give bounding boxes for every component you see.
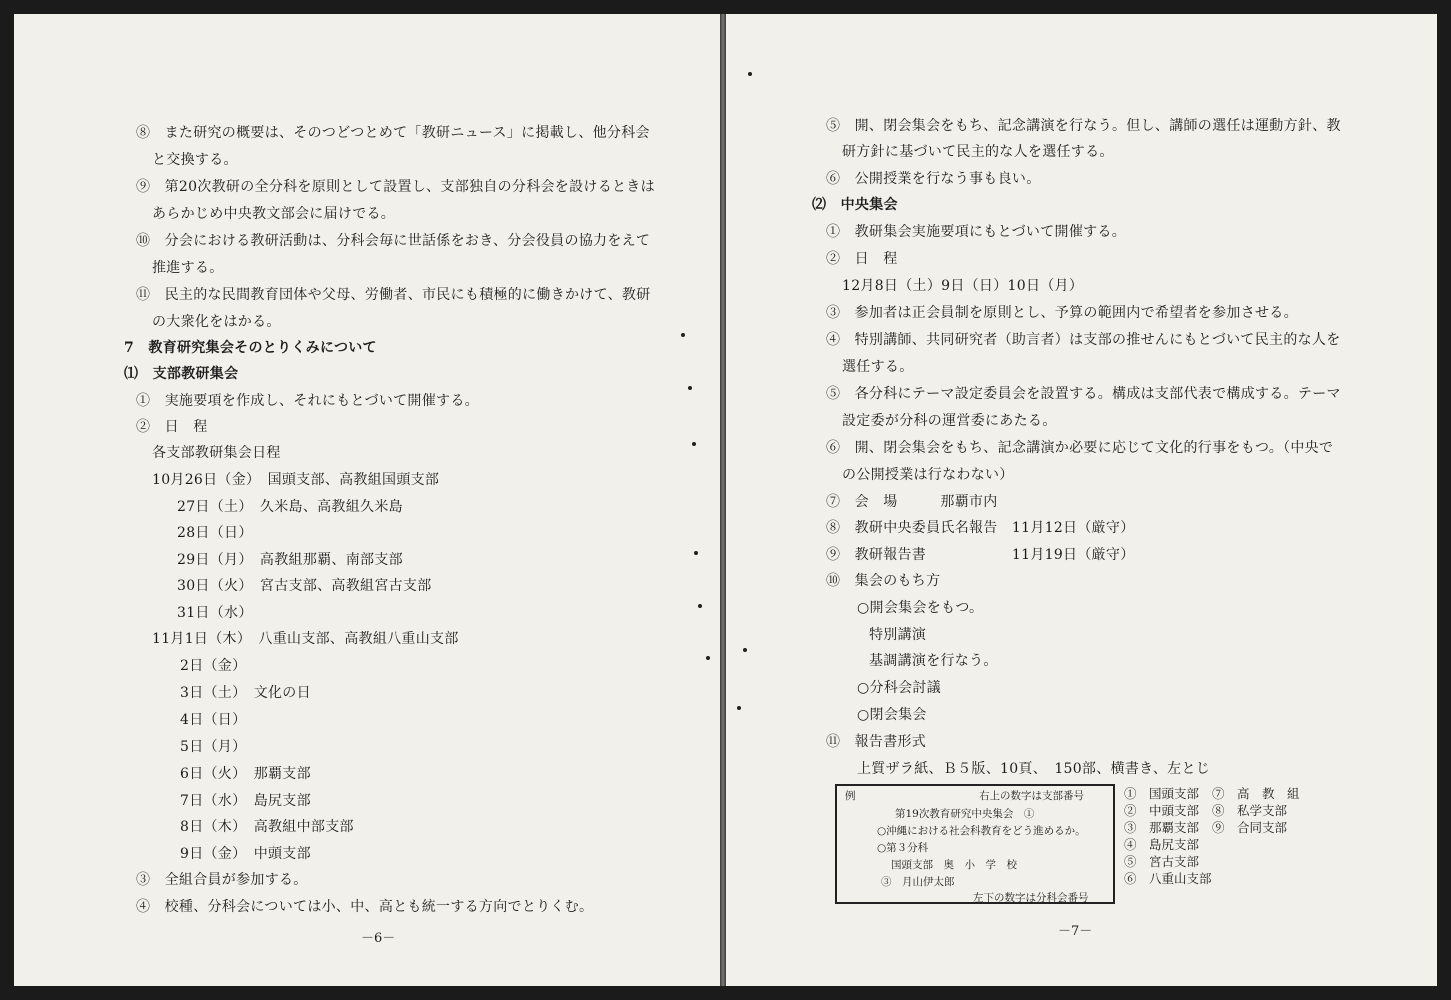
text-line: 9日（金） 中頭支部 [180, 846, 311, 862]
text-line: ⑤ 各分科にテーマ設定委員会を設置する。構成は支部代表で構成する。テーマ [826, 386, 1341, 402]
legend-item: ① 国頭支部 [1124, 786, 1200, 801]
legend-item: ③ 那覇支部 [1124, 820, 1200, 835]
binding-hole [706, 656, 710, 660]
text-line: 29日（月） 高教組那覇、南部支部 [177, 552, 403, 568]
text-line: 8日（木） 高教組中部支部 [180, 819, 354, 835]
text-line: ⑤ 開、閉会集会をもち、記念講演を行なう。但し、講師の選任は運動方針、教 [826, 118, 1341, 134]
text-line: 28日（日） [177, 525, 253, 541]
example-line: 左下の数字は分科会番号 [973, 892, 1089, 904]
text-line: ○分科会討議 [857, 680, 942, 696]
legend-item: ⑤ 宮古支部 [1124, 854, 1200, 869]
text-line: ④ 特別講師、共同研究者（助言者）は支部の推せんにもとづいて民主的な人を [826, 332, 1341, 348]
text-line: 特別講演 [869, 627, 927, 643]
text-line: の大衆化をはかる。 [152, 314, 281, 330]
binding-hole [743, 648, 747, 652]
text-line: ⑧ 教研中央委員氏名報告 11月12日（厳守） [826, 520, 1135, 536]
binding-hole [698, 604, 702, 608]
text-line: 10月26日（金） 国頭支部、高教組国頭支部 [152, 472, 440, 488]
text-line: 上質ザラ紙、Ｂ５版、10頁、 150部、横書き、左とじ [857, 761, 1211, 777]
text-line: ② 日 程 [826, 251, 898, 267]
text-line: 各支部教研集会日程 [152, 445, 281, 461]
text-line: の公開授業は行なわない） [842, 467, 1014, 483]
text-line: ⑴ 支部教研集会 [124, 366, 239, 382]
text-line: 7日（水） 島尻支部 [180, 793, 311, 809]
left-page-text [14, 14, 720, 986]
text-line: ⑪ 民主的な民間教育団体や父母、労働者、市民にも積極的に働きかけて、教研 [136, 287, 651, 303]
text-line: 12月8日（土）9日（日）10日（月） [842, 278, 1084, 294]
text-line: 30日（火） 宮古支部、高教組宮古支部 [177, 578, 432, 594]
left-page [14, 14, 720, 986]
binding-hole [692, 442, 696, 446]
text-line: ⑦ 会 場 那覇市内 [826, 494, 998, 510]
text-line: ③ 全組合員が参加する。 [136, 872, 308, 888]
text-line: 11月1日（木） 八重山支部、高教組八重山支部 [152, 631, 459, 647]
text-line: ⑩ 集会のもち方 [826, 573, 941, 589]
text-line: 5日（月） [180, 739, 247, 755]
text-line: 設定委が分科の運営委にあたる。 [842, 413, 1057, 429]
legend-item: ⑥ 八重山支部 [1124, 871, 1212, 886]
example-line: ③ 月山伊太郎 [881, 876, 955, 888]
text-line: ⑪ 報告書形式 [826, 734, 927, 750]
text-line: と交換する。 [152, 152, 238, 168]
text-line: 3日（土） 文化の日 [180, 685, 311, 701]
binding-hole [748, 72, 752, 76]
binding-hole [681, 333, 685, 337]
example-line: 国頭支部 奥 小 学 校 [891, 859, 1017, 871]
text-line: 推進する。 [152, 260, 224, 276]
text-line: ⑨ 第20次教研の全分科を原則として設置し、支部独自の分科会を設けるときは [136, 179, 655, 195]
text-line: ⑥ 公開授業を行なう事も良い。 [826, 171, 1041, 187]
text-line: ④ 校種、分科会については小、中、高とも統一する方向でとりくむ。 [136, 899, 594, 915]
text-line: 4日（日） [180, 712, 247, 728]
text-line: ⑧ また研究の概要は、そのつどつとめて「教研ニュース」に掲載し、他分科会 [136, 125, 650, 141]
text-line: ② 日 程 [136, 419, 208, 435]
binding-hole [737, 706, 741, 710]
example-line: 例 [845, 790, 856, 802]
legend-item: ⑦ 高 教 組 [1212, 786, 1300, 801]
binding-hole [688, 386, 692, 390]
right-page-number: －7－ [1058, 924, 1093, 939]
text-line: ○開会集会をもつ。 [857, 600, 984, 616]
text-line: ○閉会集会 [857, 707, 927, 723]
legend-item: ④ 島尻支部 [1124, 837, 1200, 852]
text-line: 27日（土） 久米島、高教組久米島 [177, 499, 403, 515]
example-line: ○第３分科 [877, 842, 929, 854]
text-line: ③ 参加者は正会員制を原則とし、予算の範囲内で希望者を参加させる。 [826, 305, 1298, 321]
text-line: 2日（金） [180, 658, 247, 674]
text-line: ⑩ 分会における教研活動は、分科会毎に世話係をおき、分会役員の協力をえて [136, 233, 651, 249]
text-line: 7 教育研究集会そのとりくみについて [124, 340, 377, 356]
example-line: ○沖縄における社会科教育をどう進めるか。 [877, 825, 1086, 837]
legend-item: ⑧ 私学支部 [1212, 803, 1288, 818]
text-line: 31日（水） [177, 605, 253, 621]
example-line: 右上の数字は支部番号 [979, 790, 1084, 802]
legend-item: ⑨ 合同支部 [1212, 820, 1288, 835]
text-line: ① 実施要項を作成し、それにもとづいて開催する。 [136, 393, 479, 409]
legend-item: ② 中頭支部 [1124, 803, 1200, 818]
left-page-number: －6－ [361, 931, 396, 946]
text-line: 基調講演を行なう。 [869, 653, 998, 669]
binding-hole [694, 551, 698, 555]
right-page [726, 14, 1437, 986]
text-line: ① 教研集会実施要項にもとづいて開催する。 [826, 224, 1127, 240]
text-line: 選任する。 [842, 359, 914, 375]
text-line: 6日（火） 那覇支部 [180, 766, 311, 782]
text-line: ⑵ 中央集会 [812, 197, 898, 213]
text-line: ⑥ 開、閉会集会をもち、記念講演か必要に応じて文化的行事をもつ。（中央で [826, 440, 1334, 456]
branch-number-legend [726, 14, 1437, 986]
text-line: あらかじめ中央教文部会に届けでる。 [152, 206, 396, 222]
example-line: 第19次教育研究中央集会 ① [895, 808, 1035, 820]
text-line: 研方針に基づいて民主的な人を選任する。 [842, 144, 1114, 160]
text-line: ⑨ 教研報告書 11月19日（厳守） [826, 547, 1135, 563]
